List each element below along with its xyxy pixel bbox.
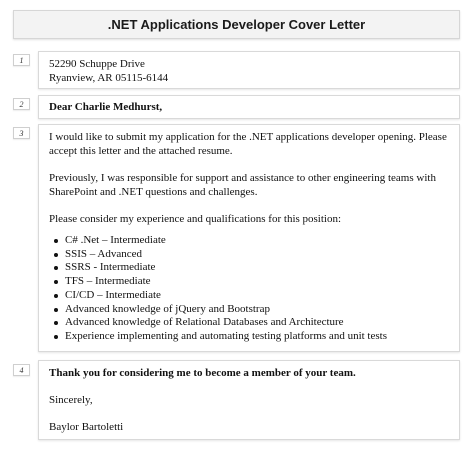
list-item: Advanced knowledge of jQuery and Bootstrap [49, 303, 449, 317]
list-item: SSIS – Advanced [49, 248, 449, 262]
paragraph-qualifications: Please consider my experience and qualifications for this position: [49, 213, 342, 225]
list-item: TFS – Intermediate [49, 275, 449, 289]
paragraph-experience: Previously, I was responsible for support and assistance to other engineering teams with SharePoint and .NET questions and challenges. [49, 172, 436, 198]
paragraph-intro: I would like to submit my application for the .NET applications developer opening. Please accept this letter and the attached resume. [49, 131, 447, 157]
section-address [38, 51, 460, 89]
section-salutation [38, 95, 460, 119]
salutation: Dear Charlie Medhurst, [49, 101, 163, 113]
list-item: SSRS - Intermediate [49, 261, 449, 275]
document-title-bar [13, 10, 460, 39]
thank-you-line: Thank you for considering me to become a member of your team. [49, 367, 356, 379]
list-item: CI/CD – Intermediate [49, 289, 449, 303]
address-line-1: 52290 Schuppe Drive [49, 58, 145, 70]
list-item: Experience implementing and automating testing platforms and unit tests [49, 330, 449, 344]
section-closing [38, 360, 460, 440]
document-title: .NET Applications Developer Cover Letter [107, 17, 366, 32]
address-line-2: Ryanview, AR 05115-6144 [49, 72, 169, 84]
list-item: Advanced knowledge of Relational Databases and Architecture [49, 316, 449, 330]
section-body [38, 124, 460, 352]
section-number-badge-1: 1 [13, 54, 30, 66]
section-number-badge-2: 2 [13, 98, 30, 110]
section-number-badge-4: 4 [13, 364, 30, 376]
signature-name: Baylor Bartoletti [49, 421, 124, 433]
closing-line: Sincerely, [49, 394, 93, 406]
section-number-badge-3: 3 [13, 127, 30, 139]
list-item: C# .Net – Intermediate [49, 234, 449, 248]
skills-list [49, 234, 449, 344]
